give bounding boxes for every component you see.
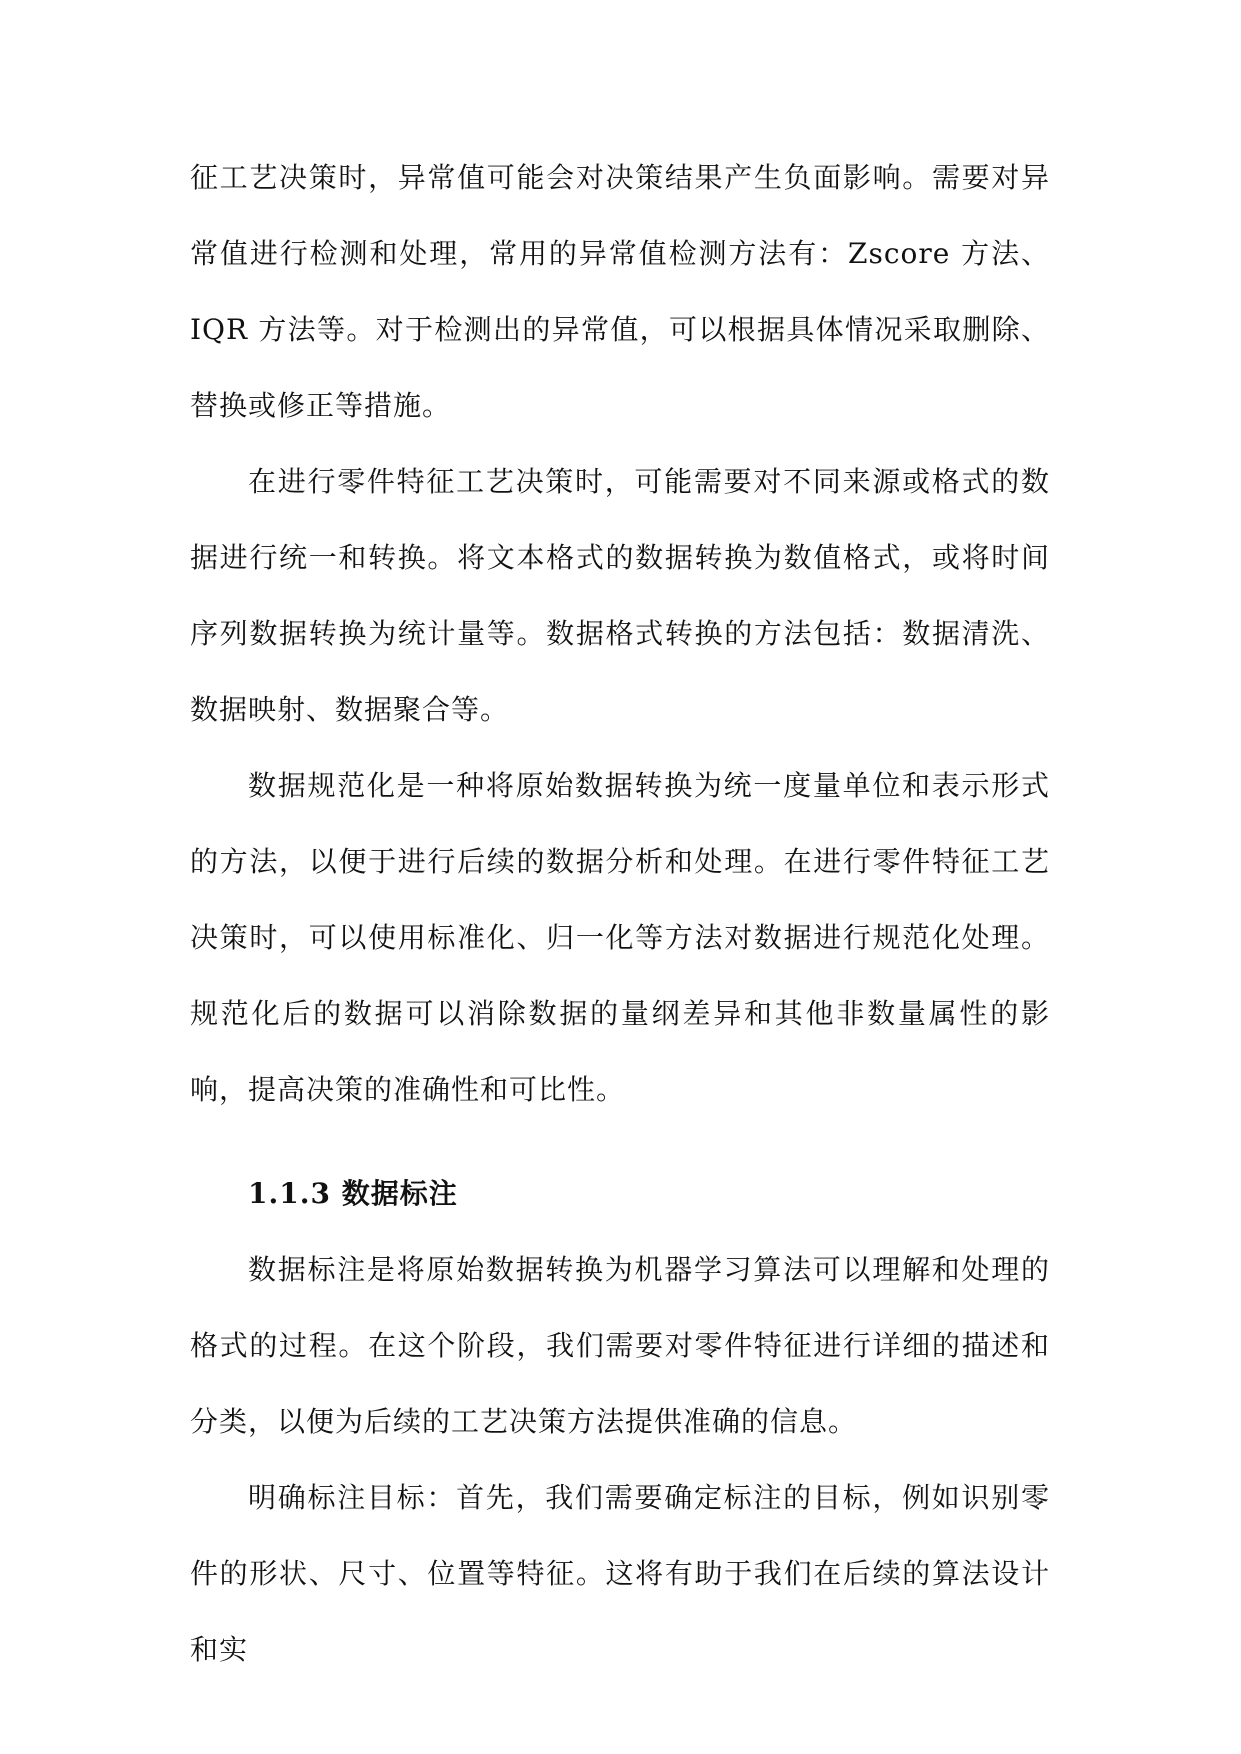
paragraph-data-annotation: 数据标注是将原始数据转换为机器学习算法可以理解和处理的格式的过程。在这个阶段，我们需要对零件特征进行详细的描述和分类，以便为后续的工艺决策方法提供准确的信息。 (190, 1253, 1050, 1438)
document-body (190, 140, 1050, 1688)
paragraph-normalization: 数据规范化是一种将原始数据转换为统一度量单位和表示形式的方法，以便于进行后续的数据分析和处理。在进行零件特征工艺决策时，可以使用标准化、归一化等方法对数据进行规范化处理。规范化后的数据可以消除数据的量纲差异和其他非数量属性的影响，提高决策的准确性和可比性。 (190, 769, 1050, 1106)
paragraph-format-conversion: 在进行零件特征工艺决策时，可能需要对不同来源或格式的数据进行统一和转换。将文本格式的数据转换为数值格式，或将时间序列数据转换为统计量等。数据格式转换的方法包括：数据清洗、数据映射、数据聚合等。 (190, 465, 1050, 726)
paragraph-outlier-handling: 征工艺决策时，异常值可能会对决策结果产生负面影响。需要对异常值进行检测和处理，常用的异常值检测方法有：Zscore 方法、IQR 方法等。对于检测出的异常值，可以根据具体情况采取删除、替换或修正等措施。 (190, 161, 1050, 422)
section-heading: 1.1.3 数据标注 (248, 1177, 458, 1210)
paragraph-annotation-goal: 明确标注目标：首先，我们需要确定标注的目标，例如识别零件的形状、尺寸、位置等特征。这将有助于我们在后续的算法设计和实 (190, 1481, 1050, 1666)
